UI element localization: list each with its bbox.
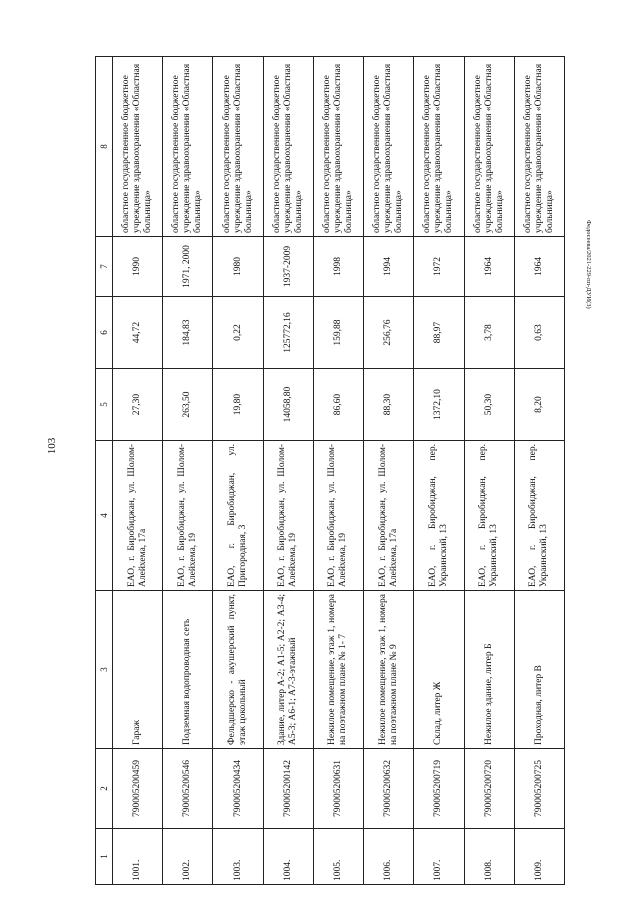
- column-number: 3: [96, 591, 113, 749]
- object-value: 44,72: [113, 297, 163, 369]
- object-value: 88,97: [414, 297, 464, 369]
- rights-holder: областное государственное бюджетное учреждение здравоохранения «Областная больница»: [514, 57, 564, 237]
- object-name: Здание, литер А-2; А1-5; А2-2; А3-4; А5-3; А6-1; А7-3-этажный: [263, 591, 313, 749]
- inventory-code: 790005200632: [364, 749, 414, 829]
- table-row: [213, 57, 263, 885]
- table-row: [414, 57, 464, 885]
- row-number: 1008.: [464, 829, 514, 885]
- commission-year: 1964: [514, 237, 564, 297]
- rights-holder: областное государственное бюджетное учреждение здравоохранения «Областная больница»: [263, 57, 313, 237]
- object-area: 263,50: [163, 369, 213, 441]
- commission-year: 1990: [113, 237, 163, 297]
- object-area: 27,30: [113, 369, 163, 441]
- commission-year: 1994: [364, 237, 414, 297]
- object-name: Нежилое помещение, этаж 1, номера на поэтажном плане № 9: [364, 591, 414, 749]
- object-area: 86,60: [313, 369, 363, 441]
- object-area: 88,30: [364, 369, 414, 441]
- object-value: 184,83: [163, 297, 213, 369]
- object-address: ЕАО, г. Биробиджан, пер. Украинский, 13: [464, 441, 514, 591]
- object-value: 159,88: [313, 297, 363, 369]
- commission-year: 1998: [313, 237, 363, 297]
- table-row: [263, 57, 313, 885]
- object-address: ЕАО, г. Биробиджан, ул. Пригородная, 3: [213, 441, 263, 591]
- object-value: 256,76: [364, 297, 414, 369]
- object-value: 0,63: [514, 297, 564, 369]
- object-value: 125772,16: [263, 297, 313, 369]
- inventory-code: 790005200631: [313, 749, 363, 829]
- object-address: ЕАО, г. Биробиджан, пер. Украинский, 13: [414, 441, 464, 591]
- rights-holder: областное государственное бюджетное учреждение здравоохранения «Областная больница»: [464, 57, 514, 237]
- inventory-code: 790005200459: [113, 749, 163, 829]
- row-number: 1002.: [163, 829, 213, 885]
- table-row: [364, 57, 414, 885]
- object-address: ЕАО, г. Биробиджан, ул. Шолом-Алейхема, 17а: [113, 441, 163, 591]
- object-address: ЕАО, г. Биробиджан, ул. Шолом-Алейхема, 19: [163, 441, 213, 591]
- commission-year: 1937-2009: [263, 237, 313, 297]
- column-numbers-row: [96, 57, 113, 885]
- object-name: Гараж: [113, 591, 163, 749]
- rights-holder: областное государственное бюджетное учреждение здравоохранения «Областная больница»: [163, 57, 213, 237]
- column-number: 2: [96, 749, 113, 829]
- object-name: Нежилое здание, литер Б: [464, 591, 514, 749]
- object-name: Нежилое помещение, этаж 1, номера на поэтажном плане № 1- 7: [313, 591, 363, 749]
- row-number: 1004.: [263, 829, 313, 885]
- column-number: 5: [96, 369, 113, 441]
- commission-year: 1972: [414, 237, 464, 297]
- object-address: ЕАО, г. Биробиджан, ул. Шолом-Алейхема, 19: [313, 441, 363, 591]
- object-name: Проходная, литер В: [514, 591, 564, 749]
- object-name: Фельдшерско - акушерский пункт, этаж цокольный: [213, 591, 263, 749]
- table-row: [514, 57, 564, 885]
- column-number: 6: [96, 297, 113, 369]
- object-address: ЕАО, г. Биробиджан, ул. Шолом-Алейхема, 19: [263, 441, 313, 591]
- table-row: [313, 57, 363, 885]
- property-table-wrapper: [95, 57, 565, 885]
- rights-holder: областное государственное бюджетное учреждение здравоохранения «Областная больница»: [113, 57, 163, 237]
- column-number: 4: [96, 441, 113, 591]
- inventory-code: 790005200725: [514, 749, 564, 829]
- object-area: 14058,80: [263, 369, 313, 441]
- object-value: 3,78: [464, 297, 514, 369]
- inventory-code: 790005200720: [464, 749, 514, 829]
- table-row: [464, 57, 514, 885]
- property-table: [95, 56, 565, 885]
- inventory-code: 790005200142: [263, 749, 313, 829]
- footer-doc-id: Федосеева/2021-229-пп-ДУИ(3): [585, 220, 592, 309]
- object-name: Склад, литер Ж: [414, 591, 464, 749]
- row-number: 1005.: [313, 829, 363, 885]
- row-number: 1003.: [213, 829, 263, 885]
- row-number: 1009.: [514, 829, 564, 885]
- table-row: [113, 57, 163, 885]
- rights-holder: областное государственное бюджетное учреждение здравоохранения «Областная больница»: [414, 57, 464, 237]
- commission-year: 1971, 2000: [163, 237, 213, 297]
- object-address: ЕАО, г. Биробиджан, пер. Украинский, 13: [514, 441, 564, 591]
- row-number: 1006.: [364, 829, 414, 885]
- object-value: 0,22: [213, 297, 263, 369]
- object-address: ЕАО, г. Биробиджан, ул. Шолом-Алейхема, 17а: [364, 441, 414, 591]
- row-number: 1001.: [113, 829, 163, 885]
- column-number: 1: [96, 829, 113, 885]
- inventory-code: 790005200719: [414, 749, 464, 829]
- rights-holder: областное государственное бюджетное учреждение здравоохранения «Областная больница»: [313, 57, 363, 237]
- object-name: Подземная водопроводная сеть: [163, 591, 213, 749]
- column-number: 7: [96, 237, 113, 297]
- table-row: [163, 57, 213, 885]
- commission-year: 1980: [213, 237, 263, 297]
- inventory-code: 790005200434: [213, 749, 263, 829]
- row-number: 1007.: [414, 829, 464, 885]
- rights-holder: областное государственное бюджетное учреждение здравоохранения «Областная больница»: [364, 57, 414, 237]
- column-number: 8: [96, 57, 113, 237]
- page-number: 103: [46, 437, 58, 455]
- object-area: 50,30: [464, 369, 514, 441]
- commission-year: 1964: [464, 237, 514, 297]
- rights-holder: областное государственное бюджетное учреждение здравоохранения «Областная больница»: [213, 57, 263, 237]
- inventory-code: 790005200546: [163, 749, 213, 829]
- object-area: 1372,10: [414, 369, 464, 441]
- object-area: 8,20: [514, 369, 564, 441]
- object-area: 19,80: [213, 369, 263, 441]
